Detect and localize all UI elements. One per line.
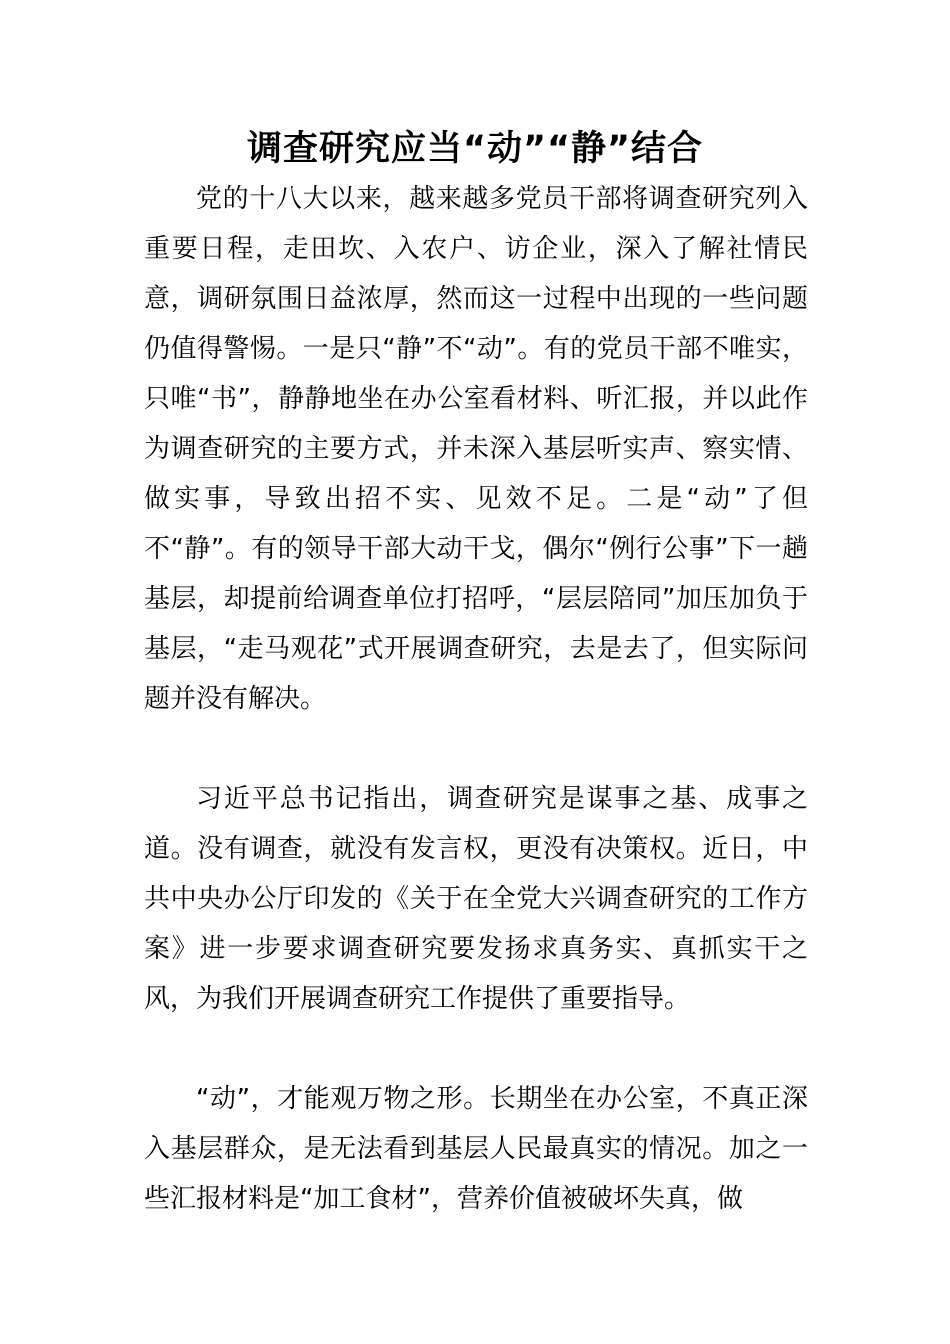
paragraph-2: 习近平总书记指出，调查研究是谋事之基、成事之道。没有调查，就没有发言权，更没有决策权。近日，中共中央办公厅印发的《关于在全党大兴调查研究的工作方案》进一步要求调查研究要发扬求真务实、真抓实干之风，为我们开展调查研究工作提供了重要指导。 bbox=[144, 784, 808, 1014]
paragraph-spacer bbox=[144, 1024, 808, 1074]
document-body bbox=[144, 174, 808, 1224]
document-title: 调查研究应当“动”“静”结合 bbox=[246, 129, 703, 169]
paragraph-spacer bbox=[144, 724, 808, 774]
paragraph-3: “动”，才能观万物之形。长期坐在办公室，不真正深入基层群众，是无法看到基层人民最真实的情况。加之一些汇报材料是“加工食材”，营养价值被破坏失真，做 bbox=[144, 1084, 808, 1214]
paragraph-1: 党的十八大以来，越来越多党员干部将调查研究列入重要日程，走田坎、入农户、访企业，深入了解社情民意，调研氛围日益浓厚，然而这一过程中出现的一些问题仍值得警惕。一是只“静”不“动”。有的党员干部不唯实，只唯“书”，静静地坐在办公室看材料、听汇报，并以此作为调查研究的主要方式，并未深入基层听实声、察实情、做实事，导致出招不实、见效不足。二是“动”了但不“静”。有的领导干部大动干戈，偶尔“例行公事”下一趟基层，却提前给调查单位打招呼，“层层陪同”加压加负于基层，“走马观花”式开展调查研究，去是去了，但实际问题并没有解决。 bbox=[144, 184, 808, 714]
